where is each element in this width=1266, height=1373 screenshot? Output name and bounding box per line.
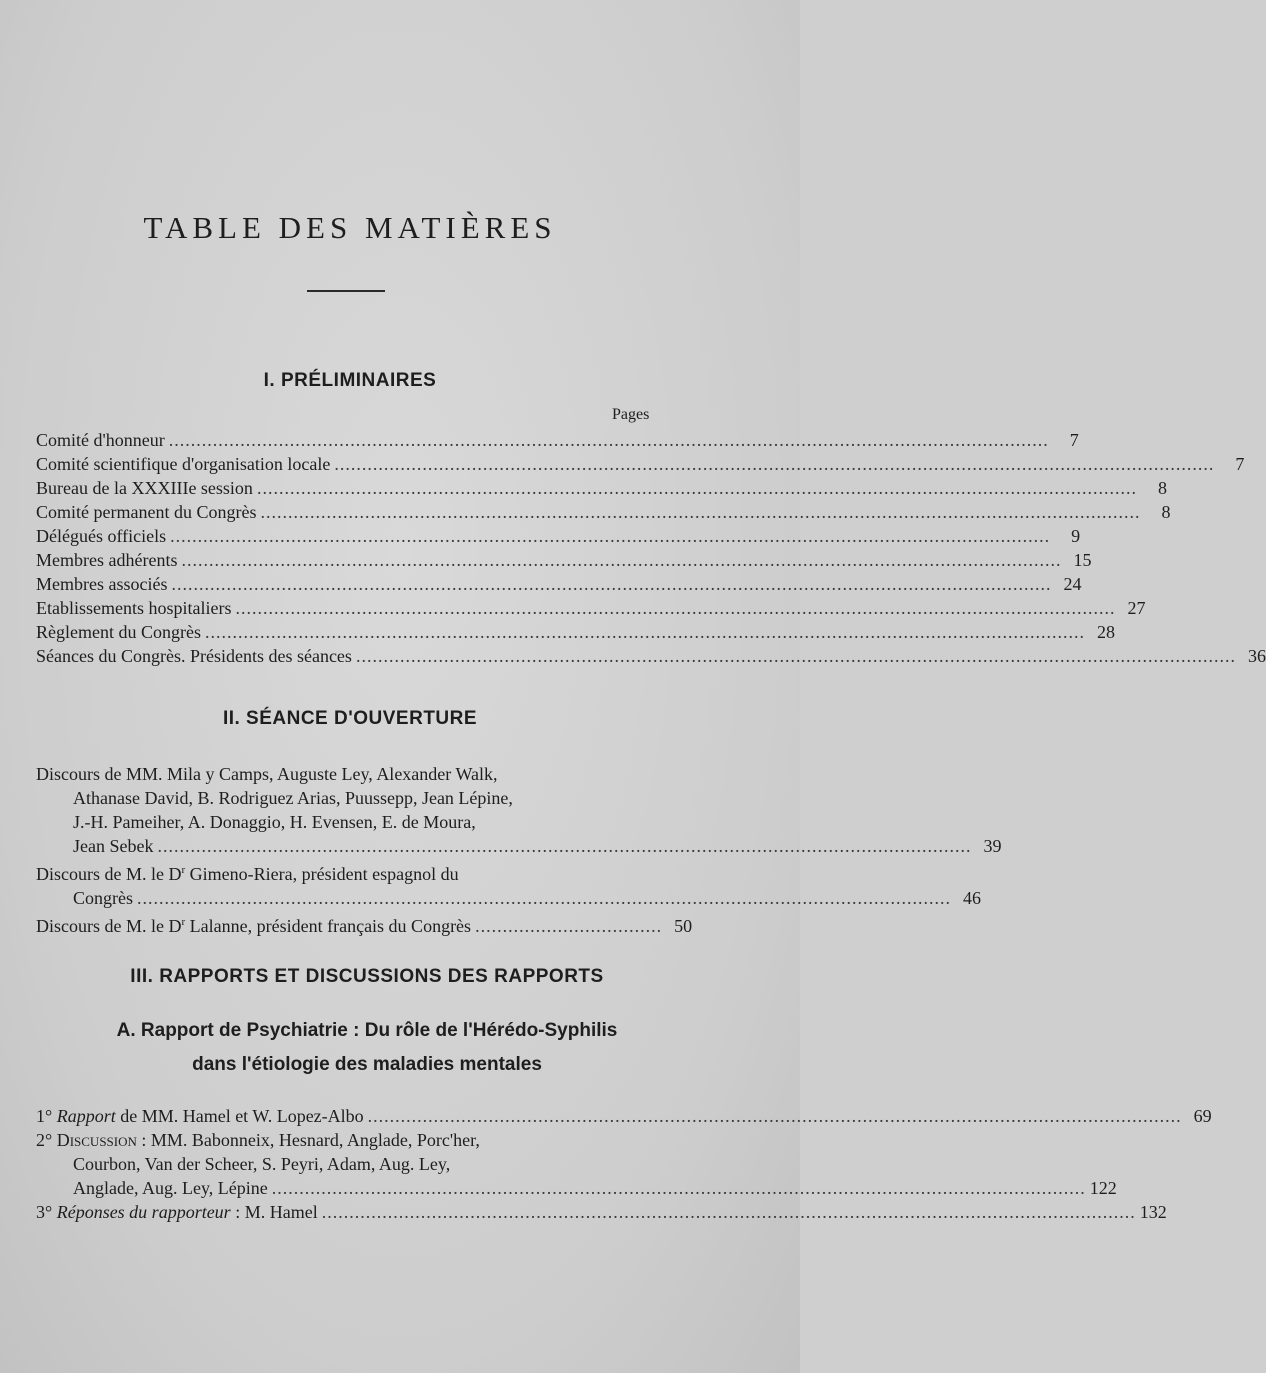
entry-line [36, 858, 666, 886]
entry-text [36, 1104, 364, 1128]
entry-text: Congrès [73, 888, 133, 908]
entry-text-part: Discours de M. le D [36, 916, 182, 936]
list-item [36, 858, 981, 910]
list-item [36, 548, 1092, 572]
entry-text: Etablissements hospitaliers [36, 598, 232, 618]
list-item [36, 644, 1266, 668]
entry-last-line [36, 886, 981, 910]
page-number: 36 [1247, 646, 1266, 666]
preliminaires-list [36, 428, 1266, 668]
rapports-list [36, 1104, 1212, 1224]
leader-dots: .................................................................................................................................................... [271, 1178, 1086, 1198]
page-number: 8 [1161, 502, 1171, 522]
page-number: 24 [1063, 574, 1082, 594]
subsection-heading [0, 1014, 734, 1082]
entry-text-part: : M. Hamel [230, 1202, 318, 1222]
entry-text: Gimeno-Riera, président espagnol du [185, 864, 459, 884]
leader-dots: .................................................................................................................................................... [321, 1202, 1136, 1222]
list-item [36, 452, 1245, 476]
page-number: 69 [1193, 1106, 1212, 1126]
subsection-line: A. Rapport de Psychiatrie : Du rôle de l'Hérédo-Syphilis [116, 1020, 618, 1041]
leader-dots: ................................................................................................................................................................ [204, 622, 1085, 642]
entry-text [36, 910, 471, 938]
page-number: 28 [1096, 622, 1115, 642]
pages-column-label: Pages [612, 406, 650, 423]
entry-number: 1° [36, 1106, 53, 1126]
entry-text-part: de MM. Hamel et W. Lopez-Albo [115, 1106, 364, 1126]
entry-label: Réponses du rapporteur [56, 1202, 231, 1222]
leader-dots: ................................................................................................................................................................ [168, 430, 1049, 450]
list-item [36, 762, 1002, 858]
entry-text: Bureau de la XXXIIIe session [36, 478, 253, 498]
entry-last-line [36, 834, 1002, 858]
list-item [36, 596, 1146, 620]
entry-line: Athanase David, B. Rodriguez Arias, Puussepp, Jean Lépine, [73, 788, 513, 808]
superscript: r [181, 864, 186, 876]
leader-dots: ................................................................................................................................................................ [181, 550, 1062, 570]
entry-number: 2° [36, 1130, 53, 1150]
entry-text [36, 1200, 318, 1224]
subsection-line: dans l'étiologie des maladies mentales [192, 1054, 542, 1075]
leader-dots: ................................................................................................................................................................ [171, 574, 1052, 594]
page-number: 39 [983, 836, 1002, 856]
section-heading-seance-ouverture: II. SÉANCE D'OUVERTURE [222, 708, 478, 729]
entry-text: Comité permanent du Congrès [36, 502, 257, 522]
page-number: 50 [674, 916, 693, 936]
leader-dots: .................................................................................................................................................... [367, 1106, 1182, 1126]
page-number: 15 [1073, 550, 1092, 570]
entry-text: Comité scientifique d'organisation locale [36, 454, 331, 474]
entry-text: Séances du Congrès. Présidents des séances [36, 646, 352, 666]
entry-text-part: : MM. Babonneix, Hesnard, Anglade, Porc'her, [136, 1130, 480, 1150]
entry-line [36, 1128, 666, 1152]
leader-dots: ................................................................................................................................................................ [334, 454, 1215, 474]
page-number: 8 [1157, 478, 1167, 498]
page-number: 132 [1139, 1202, 1167, 1222]
page-number: 7 [1235, 454, 1245, 474]
entry-line: Discours de MM. Mila y Camps, Auguste Ley, Alexander Walk, [36, 764, 498, 784]
list-item [36, 910, 693, 936]
entry-text: Membres adhérents [36, 550, 178, 570]
list-item [36, 572, 1082, 596]
leader-dots: ................................................................................................................................................................ [256, 478, 1137, 498]
leader-dots: ................................................................................................................................................................ [235, 598, 1116, 618]
leader-dots: ................................................................................................................................................................ [355, 646, 1236, 666]
list-item [36, 620, 1115, 644]
entry-text: Membres associés [36, 574, 168, 594]
leader-dots: .................................. [475, 916, 663, 936]
entry-line: Courbon, Van der Scheer, S. Peyri, Adam, Aug. Ley, [73, 1154, 451, 1174]
list-item [36, 428, 1079, 452]
list-item [36, 1200, 1167, 1224]
section-heading-rapports: III. RAPPORTS ET DISCUSSIONS DES RAPPORTS [130, 966, 604, 987]
list-item [36, 524, 1081, 548]
section-heading-preliminaires: I. PRÉLIMINAIRES [263, 370, 437, 391]
page-title: TABLE DES MATIÈRES [143, 210, 557, 245]
entry-text: Discours de M. le D [36, 864, 182, 884]
superscript: r [181, 916, 186, 928]
page-number: 7 [1069, 430, 1079, 450]
entry-label: Rapport [56, 1106, 116, 1126]
leader-dots: .................................................................................................................................................... [137, 888, 951, 908]
entry-text: Anglade, Aug. Ley, Lépine [73, 1178, 268, 1198]
page-number: 122 [1089, 1178, 1117, 1198]
entry-text: Comité d'honneur [36, 430, 165, 450]
list-item [36, 1128, 1117, 1200]
entry-last-line [36, 1176, 1117, 1200]
seance-ouverture-list [36, 762, 1002, 936]
leader-dots: .................................................................................................................................................... [157, 836, 972, 856]
entry-text: Règlement du Congrès [36, 622, 201, 642]
page-number: 9 [1071, 526, 1081, 546]
page-number: 27 [1127, 598, 1146, 618]
list-item [36, 1104, 1212, 1128]
entry-label: Discussion [56, 1130, 137, 1150]
entry-text-part: Lalanne, président français du Congrès [185, 916, 472, 936]
entry-number: 3° [36, 1202, 53, 1222]
list-item [36, 500, 1171, 524]
list-item [36, 476, 1167, 500]
entry-text: Délégués officiels [36, 526, 167, 546]
entry-line: J.-H. Pameiher, A. Donaggio, H. Evensen, E. de Moura, [73, 812, 476, 832]
leader-dots: ................................................................................................................................................................ [260, 502, 1141, 522]
leader-dots: ................................................................................................................................................................ [170, 526, 1051, 546]
title-rule [307, 290, 385, 292]
entry-text: Jean Sebek [73, 836, 154, 856]
page-number: 46 [963, 888, 981, 908]
